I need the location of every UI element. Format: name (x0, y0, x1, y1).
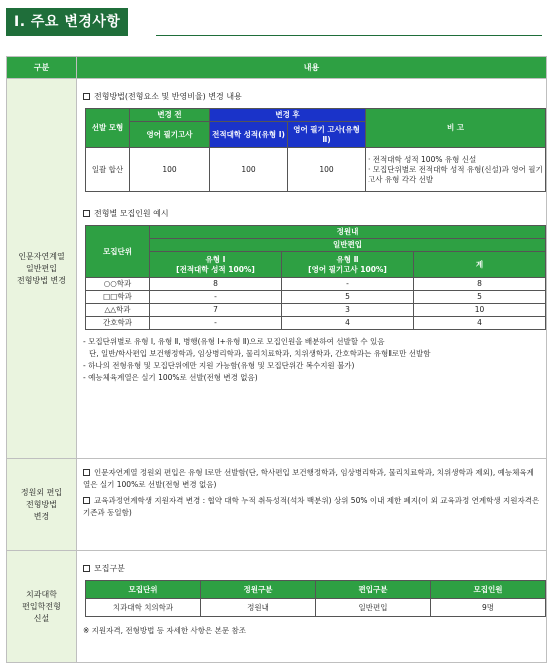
cell-unit: ○○학과 (86, 278, 150, 291)
cell-value: 5 (282, 291, 414, 304)
cell-value: 7 (150, 304, 282, 317)
page-title: Ⅰ. 주요 변경사항 (6, 8, 128, 36)
table-row (86, 304, 546, 317)
checkbox-square-icon (83, 497, 90, 504)
th-unit: 모집단위 (86, 581, 201, 599)
header-category: 구분 (7, 57, 77, 79)
th-model: 선발 모형 (86, 109, 130, 148)
cell-unit: □□학과 (86, 291, 150, 304)
cell-value: 8 (414, 278, 546, 291)
section-row-2 (7, 459, 547, 551)
th-line: 유형 Ⅰ (205, 254, 226, 264)
category-line: 전형방법 (26, 499, 57, 509)
note-line: - 하나의 전형유형 및 모집단위에만 지원 가능함(유형 및 모집단위간 복수지원 불가) (83, 361, 355, 370)
th-line: 유형 Ⅱ (336, 254, 359, 264)
th-eng-after: 영어 필기 고사(유형 Ⅱ) (288, 122, 366, 148)
table-row (86, 291, 546, 304)
cell-value: 9명 (431, 599, 546, 617)
paragraph (83, 495, 540, 519)
th-line: [영어 필기고사 100%] (308, 264, 387, 274)
th-line: [전적대학 성적 100%] (176, 264, 255, 274)
th-after: 변경 후 (210, 109, 366, 122)
th-eng-before: 영어 필기고사 (130, 122, 210, 148)
sub-heading (83, 208, 540, 219)
checkbox-square-icon (83, 210, 90, 217)
header-content: 내용 (77, 57, 547, 79)
cell-value: 10 (414, 304, 546, 317)
cell-value: 3 (282, 304, 414, 317)
checkbox-square-icon (83, 93, 90, 100)
reference-note: ※ 지원자격, 전형방법 등 자세한 사항은 본문 참조 (83, 626, 247, 635)
cell-value: 정원내 (201, 599, 316, 617)
th-total: 계 (414, 252, 546, 278)
th-transfer-type: 편입구분 (316, 581, 431, 599)
category-3 (7, 551, 77, 663)
cell-value: 4 (282, 317, 414, 330)
category-2 (7, 459, 77, 551)
sub-heading (83, 563, 540, 574)
section-row-3 (7, 551, 547, 663)
sub-heading-text: 전형방법(전형요소 및 반영비율) 변경 내용 (94, 92, 242, 101)
note-line: · 모집단위별로 전적대학 성적 유형(신설)과 영어 필기고사 유형 각각 선발 (368, 164, 543, 184)
th-general: 일반편입 (150, 239, 546, 252)
content-1 (77, 79, 547, 459)
cell-value: 8 (150, 278, 282, 291)
cell-value: 4 (414, 317, 546, 330)
title-bar (6, 8, 546, 38)
checkbox-square-icon (83, 469, 90, 476)
cell-value: - (282, 278, 414, 291)
notes-list (83, 336, 540, 383)
content-3 (77, 551, 547, 663)
th-type1 (150, 252, 282, 278)
th-quota: 정원내 (150, 226, 546, 239)
cell-unit: 치과대학 치의학과 (86, 599, 201, 617)
table-row (86, 317, 546, 330)
sub-heading (83, 91, 540, 102)
cell-note (366, 148, 546, 192)
category-line: 정원외 편입 (20, 487, 63, 497)
cell-value: - (150, 291, 282, 304)
title-rule (156, 35, 542, 36)
category-line: 인문자연계열 (18, 251, 65, 261)
paragraph-text: 인문자연계열 정원외 편입은 유형 Ⅰ로만 선발함(단, 학사편입 보건행정학과, 임상병리학과, 물리치료학과, 치위생학과 제외), 예능체육계열은 실기 100%로 선발(전형 변경 없음) (83, 468, 534, 489)
cell-value: 일반편입 (316, 599, 431, 617)
cell-value: 100 (210, 148, 288, 192)
cell-unit: 간호학과 (86, 317, 150, 330)
section-row-1 (7, 79, 547, 459)
cell-value: 100 (130, 148, 210, 192)
category-line: 전형방법 변경 (17, 275, 66, 285)
cell-unit: △△학과 (86, 304, 150, 317)
category-line: 변경 (33, 511, 50, 521)
th-before: 변경 전 (130, 109, 210, 122)
cell-model: 일괄 합산 (86, 148, 130, 192)
th-gpa: 전적대학 성적(유형 Ⅰ) (210, 122, 288, 148)
sub-heading-text: 모집구분 (94, 564, 125, 573)
table-row (86, 278, 546, 291)
cell-value: 100 (288, 148, 366, 192)
note-line: - 모집단위별로 유형 Ⅰ, 유형 Ⅱ, 병행(유형 Ⅰ+유형 Ⅱ)으로 모집인원을 배분하여 선발할 수 있음 (83, 337, 385, 346)
th-unit: 모집단위 (86, 226, 150, 278)
content-2 (77, 459, 547, 551)
category-line: 일반편입 (26, 263, 57, 273)
dental-table (85, 580, 546, 617)
th-count: 모집인원 (431, 581, 546, 599)
category-line: 치과대학 (26, 589, 57, 599)
checkbox-square-icon (83, 565, 90, 572)
header-row (7, 57, 547, 79)
sub-heading-text: 전형별 모집인원 예시 (94, 209, 169, 218)
method-table (85, 108, 546, 192)
th-note: 비 고 (366, 109, 546, 148)
note-line: 단, 일반/학사편입 보건행정학과, 임상병리학과, 물리치료학과, 치위생학과, 간호학과는 유형Ⅱ로만 선발함 (89, 349, 431, 358)
note-line: - 예능체육계열은 실기 100%로 선발(전형 변경 없음) (83, 373, 258, 382)
paragraph-text: 교육과정연계학생 지원자격 변경 : 협약 대학 누적 취득성적(석차 백분위) 상위 50% 이내 제한 폐지(이 외 교육과정 연계학생 지원자격은 기존과 동일함) (83, 496, 540, 517)
table-row (86, 599, 546, 617)
note-line: · 전적대학 성적 100% 유형 신설 (368, 154, 477, 164)
quota-table (85, 225, 546, 330)
category-line: 편입학전형 (22, 601, 61, 611)
category-line: 신설 (33, 613, 50, 623)
th-type2 (282, 252, 414, 278)
cell-value: 5 (414, 291, 546, 304)
paragraph (83, 467, 540, 491)
cell-value: - (150, 317, 282, 330)
changes-table (6, 56, 547, 663)
category-1 (7, 79, 77, 459)
th-quota-type: 정원구분 (201, 581, 316, 599)
